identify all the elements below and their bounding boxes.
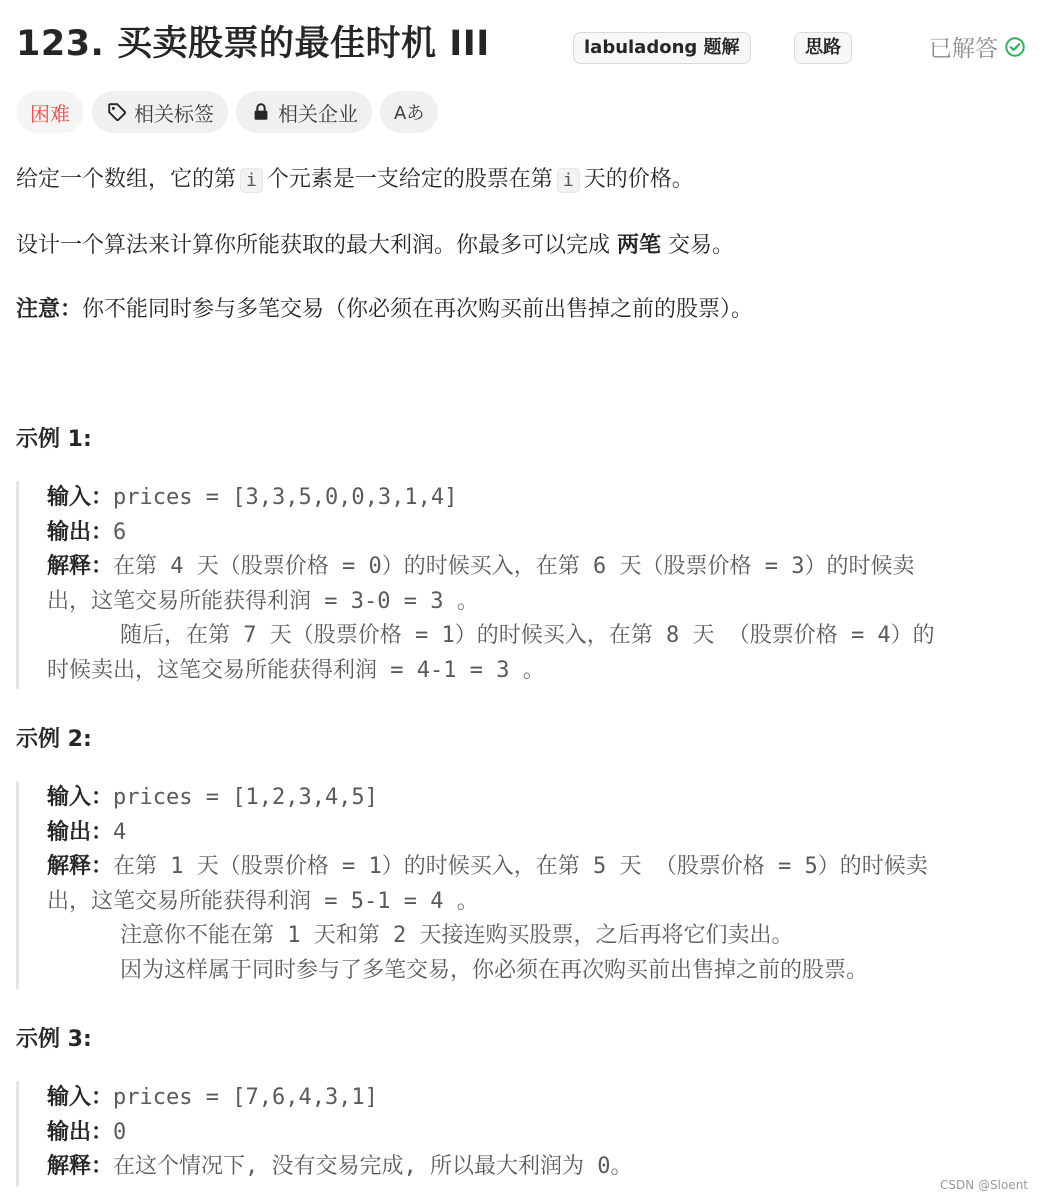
desc-bold: 两笔: [617, 233, 662, 258]
explain-text: 出，这笔交易所能获得利润 = 3-0 = 3 。: [47, 588, 479, 614]
example-output-line: [47, 516, 1026, 551]
input-value: prices = [1,2,3,4,5]: [113, 785, 378, 810]
example-1-title: 示例 1:: [16, 427, 92, 452]
input-value: prices = [7,6,4,3,1]: [113, 1085, 378, 1110]
explain-text: 随后，在第 7 天（股票价格 = 1）的时候买入，在第 8 天 （股票价格 = 4）的: [120, 623, 935, 648]
explain-label: 解释：: [47, 1154, 114, 1179]
desc-text: 交易。: [668, 233, 735, 258]
output-value: 6: [113, 519, 127, 545]
idea-button[interactable]: 思路: [794, 32, 852, 64]
example-explain-line: [47, 850, 1026, 885]
example-input-line: [47, 1081, 1026, 1116]
note-label: 注意：: [16, 297, 83, 322]
problem-title: 123. 买卖股票的最佳时机 III: [16, 24, 490, 64]
desc-text: 个元素是一支给定的股票在第: [266, 167, 553, 192]
input-label: 输入：: [47, 1085, 114, 1110]
example-3-block: [16, 1081, 1026, 1187]
desc-text: 设计一个算法来计算你所能获取的最大利润。你最多可以完成: [16, 233, 611, 258]
topics-tag-label: 相关标签: [134, 101, 214, 126]
tag-bar: [16, 91, 438, 133]
description-paragraph-1: [16, 162, 694, 193]
explain-label: 解释：: [47, 554, 114, 579]
solved-label: 已解答: [929, 36, 998, 62]
desc-text: 天的价格。: [583, 167, 694, 192]
example-explain-line: [47, 550, 1026, 585]
example-explain-line: [47, 1150, 1026, 1185]
input-value: prices = [3,3,5,0,0,3,1,4]: [113, 485, 458, 510]
tag-icon: [106, 101, 128, 123]
difficulty-badge: 困难: [16, 91, 84, 133]
explain-text: 在第 4 天（股票价格 = 0）的时候买入，在第 6 天（股票价格 = 3）的时候卖: [113, 554, 915, 579]
output-value: 4: [113, 819, 127, 845]
output-label: 输出：: [47, 819, 114, 845]
description-paragraph-2: [16, 228, 734, 259]
explain-text: 注意你不能在第 1 天和第 2 天接连购买股票，之后再将它们卖出。: [120, 923, 794, 948]
example-output-line: [47, 1116, 1026, 1151]
description-note: [16, 292, 753, 323]
font-toggle-button[interactable]: [380, 91, 438, 133]
input-label: 输入：: [47, 785, 114, 810]
example-input-line: [47, 481, 1026, 516]
solved-status: [929, 30, 1026, 63]
example-2-block: [16, 781, 1026, 989]
inline-code: i: [240, 168, 263, 193]
example-3-title: 示例 3:: [16, 1027, 92, 1052]
companies-tag-label: 相关企业: [278, 101, 358, 126]
topics-tag-button[interactable]: [92, 91, 228, 133]
explain-text: 在这个情况下, 没有交易完成, 所以最大利润为 0。: [113, 1154, 633, 1179]
output-label: 输出：: [47, 1119, 114, 1145]
output-value: 0: [113, 1119, 127, 1145]
check-circle-icon: [1004, 36, 1026, 58]
explain-text: 在第 1 天（股票价格 = 1）的时候买入，在第 5 天 （股票价格 = 5）的时候卖: [113, 854, 928, 879]
example-output-line: [47, 816, 1026, 851]
example-input-line: [47, 781, 1026, 816]
explain-text: 出，这笔交易所能获得利润 = 5-1 = 4 。: [47, 888, 479, 914]
lock-icon: [250, 101, 272, 123]
desc-text: 给定一个数组，它的第: [16, 167, 237, 192]
inline-code: i: [557, 168, 580, 193]
problem-header: [16, 12, 1026, 64]
watermark: CSDN @Sloent: [939, 1178, 1028, 1192]
input-label: 输入：: [47, 485, 114, 510]
example-2-title: 示例 2:: [16, 727, 92, 752]
explain-text: 因为这样属于同时参与了多笔交易，你必须在再次购买前出售掉之前的股票。: [120, 957, 869, 983]
companies-tag-button[interactable]: [236, 91, 372, 133]
labuladong-solution-button[interactable]: labuladong 题解: [573, 32, 751, 64]
explain-text: 时候卖出，这笔交易所能获得利润 = 4-1 = 3 。: [47, 657, 545, 683]
output-label: 输出：: [47, 519, 114, 545]
explain-label: 解释：: [47, 854, 114, 879]
note-text: 你不能同时参与多笔交易（你必须在再次购买前出售掉之前的股票）。: [82, 297, 754, 322]
example-1-block: [16, 481, 1026, 689]
translate-icon: Aあ: [394, 103, 425, 124]
